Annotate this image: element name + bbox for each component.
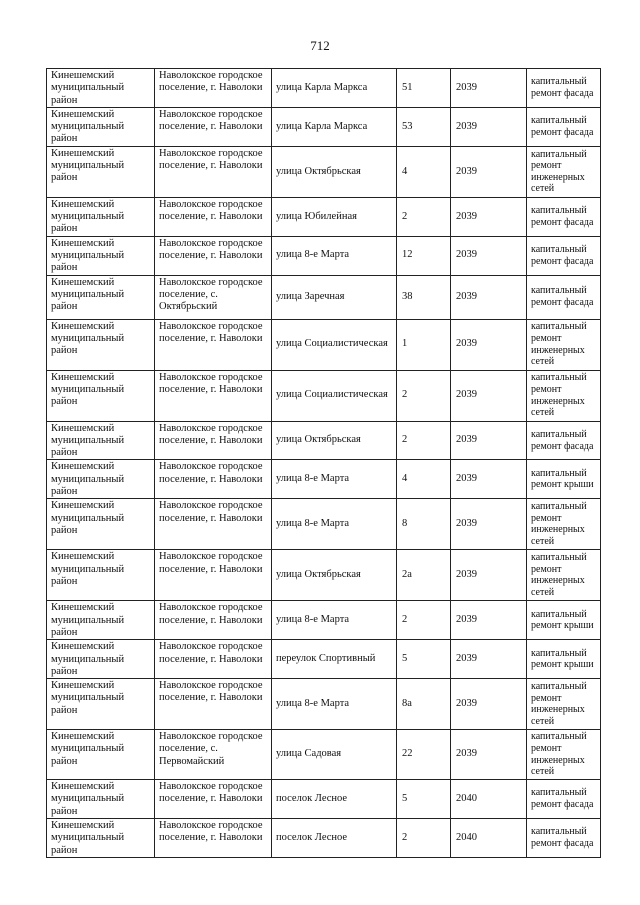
work-type-cell: капитальный ремонт фасада <box>527 819 601 858</box>
street-cell: улица Октябрьская <box>272 146 397 197</box>
work-type-cell: капитальный ремонт фасада <box>527 275 601 319</box>
work-type-cell: капитальный ремонт инженерных сетей <box>527 679 601 730</box>
settlement-cell: Наволокское городское поселение, г. Наволоки <box>155 780 272 819</box>
settlement-cell: Наволокское городское поселение, г. Наволоки <box>155 319 272 370</box>
table-row <box>47 601 601 640</box>
district-cell: Кинешемский муниципальный район <box>47 197 155 236</box>
district-cell: Кинешемский муниципальный район <box>47 640 155 679</box>
settlement-cell: Наволокское городское поселение, г. Наволоки <box>155 499 272 550</box>
settlement-cell: Наволокское городское поселение, г. Наволоки <box>155 236 272 275</box>
work-type-cell: капитальный ремонт фасада <box>527 107 601 146</box>
year-cell: 2039 <box>451 499 527 550</box>
year-cell: 2039 <box>451 679 527 730</box>
year-cell: 2039 <box>451 236 527 275</box>
work-type-cell: капитальный ремонт инженерных сетей <box>527 499 601 550</box>
settlement-cell: Наволокское городское поселение, г. Наволоки <box>155 370 272 421</box>
work-type-cell: капитальный ремонт фасада <box>527 421 601 460</box>
settlement-cell: Наволокское городское поселение, г. Наволоки <box>155 601 272 640</box>
year-cell: 2039 <box>451 460 527 499</box>
street-cell: улица Садовая <box>272 730 397 780</box>
page-number: 712 <box>310 38 330 53</box>
street-cell: улица 8-е Марта <box>272 499 397 550</box>
district-cell: Кинешемский муниципальный район <box>47 236 155 275</box>
table-row <box>47 730 601 780</box>
district-cell: Кинешемский муниципальный район <box>47 370 155 421</box>
district-cell: Кинешемский муниципальный район <box>47 819 155 858</box>
table-body <box>47 69 601 858</box>
house-number-cell: 51 <box>397 69 451 108</box>
work-type-cell: капитальный ремонт фасада <box>527 780 601 819</box>
street-cell: улица Октябрьская <box>272 421 397 460</box>
work-type-cell: капитальный ремонт крыши <box>527 460 601 499</box>
house-number-cell: 53 <box>397 107 451 146</box>
street-cell: улица Социалистическая <box>272 370 397 421</box>
settlement-cell: Наволокское городское поселение, г. Наволоки <box>155 197 272 236</box>
house-number-cell: 4 <box>397 460 451 499</box>
street-cell: улица Заречная <box>272 275 397 319</box>
work-type-cell: капитальный ремонт инженерных сетей <box>527 730 601 780</box>
work-type-cell: капитальный ремонт крыши <box>527 640 601 679</box>
settlement-cell: Наволокское городское поселение, с. Октябрьский <box>155 275 272 319</box>
street-cell: улица Карла Маркса <box>272 107 397 146</box>
table-row <box>47 421 601 460</box>
street-cell: поселок Лесное <box>272 819 397 858</box>
table-row <box>47 679 601 730</box>
house-number-cell: 8а <box>397 679 451 730</box>
table-row <box>47 550 601 601</box>
work-type-cell: капитальный ремонт инженерных сетей <box>527 146 601 197</box>
street-cell: улица Юбилейная <box>272 197 397 236</box>
year-cell: 2039 <box>451 275 527 319</box>
work-type-cell: капитальный ремонт фасада <box>527 236 601 275</box>
year-cell: 2039 <box>451 370 527 421</box>
district-cell: Кинешемский муниципальный район <box>47 460 155 499</box>
year-cell: 2039 <box>451 319 527 370</box>
settlement-cell: Наволокское городское поселение, с. Первомайский <box>155 730 272 780</box>
table-row <box>47 780 601 819</box>
house-number-cell: 38 <box>397 275 451 319</box>
street-cell: улица 8-е Марта <box>272 679 397 730</box>
district-cell: Кинешемский муниципальный район <box>47 146 155 197</box>
work-type-cell: капитальный ремонт инженерных сетей <box>527 319 601 370</box>
district-cell: Кинешемский муниципальный район <box>47 601 155 640</box>
settlement-cell: Наволокское городское поселение, г. Наволоки <box>155 550 272 601</box>
table-row <box>47 146 601 197</box>
work-type-cell: капитальный ремонт фасада <box>527 69 601 108</box>
house-number-cell: 22 <box>397 730 451 780</box>
street-cell: переулок Спортивный <box>272 640 397 679</box>
house-number-cell: 2 <box>397 421 451 460</box>
table-row <box>47 275 601 319</box>
table-row <box>47 197 601 236</box>
settlement-cell: Наволокское городское поселение, г. Наволоки <box>155 421 272 460</box>
work-type-cell: капитальный ремонт фасада <box>527 197 601 236</box>
year-cell: 2040 <box>451 780 527 819</box>
table-row <box>47 460 601 499</box>
house-number-cell: 2 <box>397 601 451 640</box>
settlement-cell: Наволокское городское поселение, г. Наволоки <box>155 460 272 499</box>
year-cell: 2039 <box>451 550 527 601</box>
district-cell: Кинешемский муниципальный район <box>47 69 155 108</box>
house-number-cell: 2 <box>397 819 451 858</box>
year-cell: 2039 <box>451 640 527 679</box>
table-row <box>47 107 601 146</box>
house-number-cell: 2 <box>397 370 451 421</box>
year-cell: 2039 <box>451 601 527 640</box>
year-cell: 2039 <box>451 107 527 146</box>
work-type-cell: капитальный ремонт крыши <box>527 601 601 640</box>
housing-repair-table <box>46 68 601 858</box>
table-row <box>47 319 601 370</box>
year-cell: 2039 <box>451 197 527 236</box>
district-cell: Кинешемский муниципальный район <box>47 319 155 370</box>
work-type-cell: капитальный ремонт инженерных сетей <box>527 370 601 421</box>
settlement-cell: Наволокское городское поселение, г. Наволоки <box>155 819 272 858</box>
district-cell: Кинешемский муниципальный район <box>47 107 155 146</box>
table-row <box>47 640 601 679</box>
street-cell: улица Карла Маркса <box>272 69 397 108</box>
house-number-cell: 4 <box>397 146 451 197</box>
street-cell: улица Октябрьская <box>272 550 397 601</box>
district-cell: Кинешемский муниципальный район <box>47 780 155 819</box>
district-cell: Кинешемский муниципальный район <box>47 550 155 601</box>
house-number-cell: 8 <box>397 499 451 550</box>
district-cell: Кинешемский муниципальный район <box>47 421 155 460</box>
district-cell: Кинешемский муниципальный район <box>47 730 155 780</box>
street-cell: поселок Лесное <box>272 780 397 819</box>
year-cell: 2040 <box>451 819 527 858</box>
house-number-cell: 5 <box>397 640 451 679</box>
settlement-cell: Наволокское городское поселение, г. Наволоки <box>155 107 272 146</box>
table-row <box>47 819 601 858</box>
street-cell: улица 8-е Марта <box>272 460 397 499</box>
house-number-cell: 2а <box>397 550 451 601</box>
year-cell: 2039 <box>451 146 527 197</box>
settlement-cell: Наволокское городское поселение, г. Наволоки <box>155 146 272 197</box>
district-cell: Кинешемский муниципальный район <box>47 679 155 730</box>
street-cell: улица 8-е Марта <box>272 236 397 275</box>
table-row <box>47 370 601 421</box>
house-number-cell: 1 <box>397 319 451 370</box>
table-row <box>47 69 601 108</box>
table-row <box>47 499 601 550</box>
district-cell: Кинешемский муниципальный район <box>47 499 155 550</box>
street-cell: улица 8-е Марта <box>272 601 397 640</box>
house-number-cell: 2 <box>397 197 451 236</box>
house-number-cell: 12 <box>397 236 451 275</box>
work-type-cell: капитальный ремонт инженерных сетей <box>527 550 601 601</box>
year-cell: 2039 <box>451 421 527 460</box>
year-cell: 2039 <box>451 69 527 108</box>
table-row <box>47 236 601 275</box>
district-cell: Кинешемский муниципальный район <box>47 275 155 319</box>
street-cell: улица Социалистическая <box>272 319 397 370</box>
settlement-cell: Наволокское городское поселение, г. Наволоки <box>155 640 272 679</box>
settlement-cell: Наволокское городское поселение, г. Наволоки <box>155 69 272 108</box>
year-cell: 2039 <box>451 730 527 780</box>
settlement-cell: Наволокское городское поселение, г. Наволоки <box>155 679 272 730</box>
house-number-cell: 5 <box>397 780 451 819</box>
